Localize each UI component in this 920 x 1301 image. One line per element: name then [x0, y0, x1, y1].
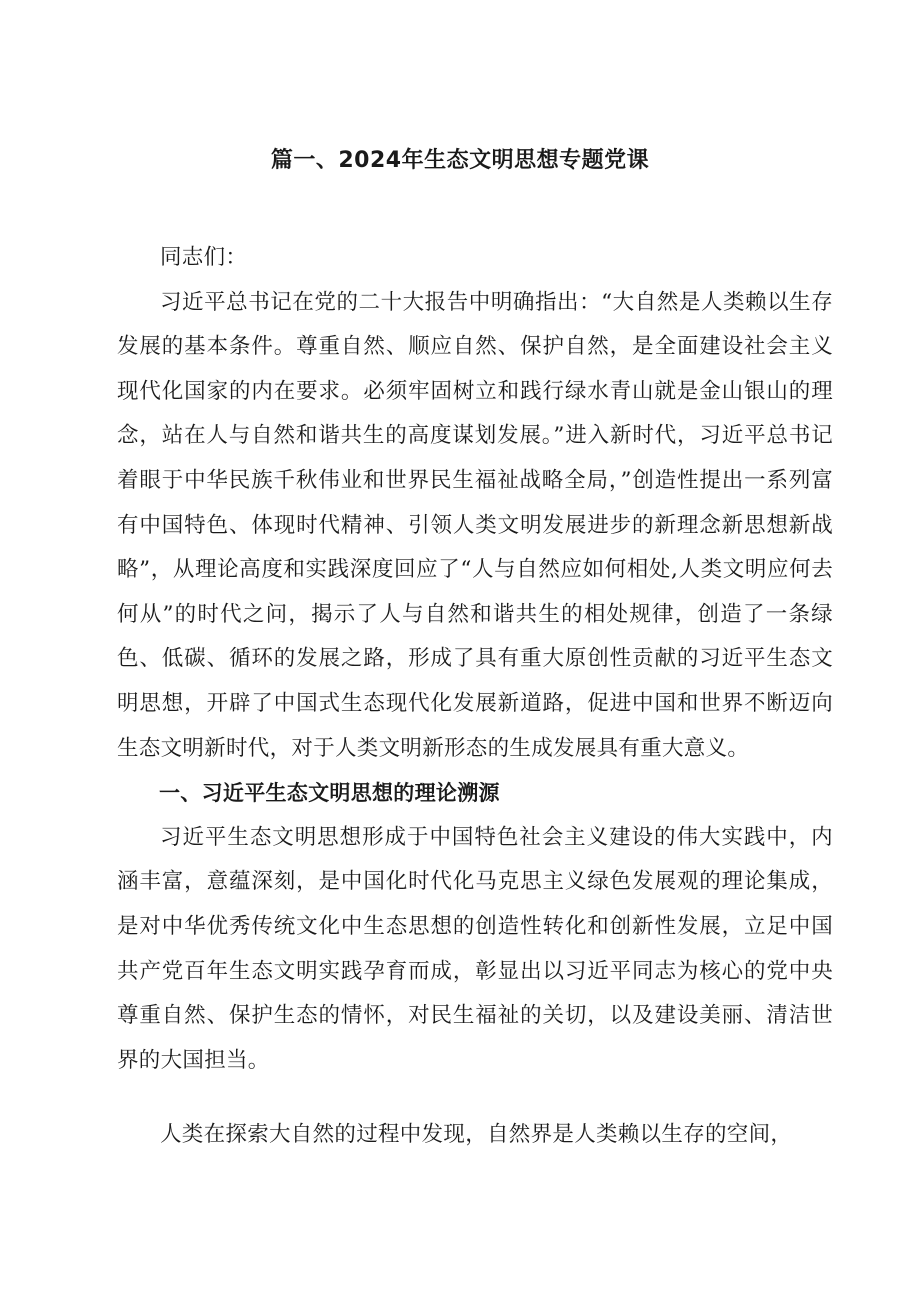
section-paragraph: 习近平生态文明思想形成于中国特色社会主义建设的伟大实践中，内涵丰富，意蕴深刻，是中国化时代化马克思主义绿色发展观的理论集成，是对中华优秀传统文化中生态思想的创造性转化和创新性发展，立足中国共产党百年生态文明实践孕育而成，彰显出以习近平同志为核心的党中央尊重自然、保护生态的情怀，对民生福祉的关切，以及建设美丽、清洁世界的大国担当。: [117, 824, 833, 1073]
salutation: 同志们：: [160, 245, 248, 270]
intro-paragraph: 习近平总书记在党的二十大报告中明确指出：“大自然是人类赖以生存发展的基本条件。尊重自然、顺应自然、保护自然，是全面建设社会主义现代化国家的内在要求。必须牢固树立和践行绿水青山就是金山银山的理念，站在人与自然和谐共生的高度谋划发展。”进入新时代，习近平总书记着眼于中华民族千秋伟业和世界民生福祉战略全局，”创造性提出一系列富有中国特色、体现时代精神、引领人类文明发展进步的新理念新思想新战略”，从理论高度和实践深度回应了“人与自然应如何相处,人类文明应何去何从”的时代之问，揭示了人与自然和谐共生的相处规律，创造了一条绿色、低碳、循环的发展之路，形成了具有重大原创性贡献的习近平生态文明思想，开辟了中国式生态现代化发展新道路，促进中国和世界不断迈向生态文明新时代，对于人类文明新形态的生成发展具有重大意义。: [117, 289, 833, 761]
section-heading: 一、习近平生态文明思想的理论溯源: [159, 781, 500, 806]
last-paragraph: 人类在探索大自然的过程中发现，自然界是人类赖以生存的空间，: [160, 1122, 793, 1148]
document-body: [117, 236, 833, 1158]
document-title: 篇一、2024年生态文明思想专题党课: [270, 148, 650, 173]
